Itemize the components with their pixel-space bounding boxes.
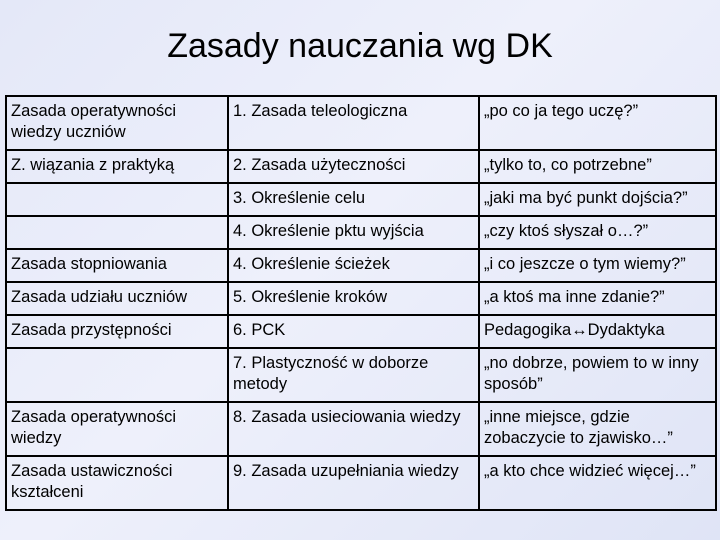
principle-cell: Z. wiązania z praktyką <box>6 150 228 183</box>
rule-cell: 3. Określenie celu <box>228 183 479 216</box>
rule-cell: 4. Określenie pktu wyjścia <box>228 216 479 249</box>
principle-cell <box>6 183 228 216</box>
rule-cell: 2. Zasada użyteczności <box>228 150 479 183</box>
table-row <box>6 402 716 456</box>
question-cell: „po co ja tego uczę?” <box>479 96 716 150</box>
question-cell: „i co jeszcze o tym wiemy?” <box>479 249 716 282</box>
rule-cell: 4. Określenie ścieżek <box>228 249 479 282</box>
question-cell: „a kto chce widzieć więcej…” <box>479 456 716 510</box>
table-row <box>6 150 716 183</box>
question-cell: „a ktoś ma inne zdanie?” <box>479 282 716 315</box>
table-row <box>6 96 716 150</box>
table-row <box>6 348 716 402</box>
rule-cell: 7. Plastyczność w doborze metody <box>228 348 479 402</box>
table-row <box>6 456 716 510</box>
principle-cell: Zasada ustawiczności kształceni <box>6 456 228 510</box>
principle-cell <box>6 216 228 249</box>
principles-table <box>5 95 717 511</box>
rule-cell: 5. Określenie kroków <box>228 282 479 315</box>
rule-cell: 8. Zasada usieciowania wiedzy <box>228 402 479 456</box>
table-row <box>6 249 716 282</box>
table-row <box>6 183 716 216</box>
principle-cell: Zasada przystępności <box>6 315 228 348</box>
principle-cell: Zasada stopniowania <box>6 249 228 282</box>
table-row <box>6 315 716 348</box>
question-cell: „no dobrze, powiem to w inny sposób” <box>479 348 716 402</box>
rule-cell: 9. Zasada uzupełniania wiedzy <box>228 456 479 510</box>
question-cell: Pedagogika↔Dydaktyka <box>479 315 716 348</box>
question-cell: „tylko to, co potrzebne” <box>479 150 716 183</box>
question-cell: „inne miejsce, gdzie zobaczycie to zjawisko…” <box>479 402 716 456</box>
slide-title: Zasady nauczania wg DK <box>167 27 553 65</box>
question-cell: „czy ktoś słyszał o…?” <box>479 216 716 249</box>
table-row <box>6 282 716 315</box>
principle-cell: Zasada udziału uczniów <box>6 282 228 315</box>
table-row <box>6 216 716 249</box>
rule-cell: 6. PCK <box>228 315 479 348</box>
principle-cell: Zasada operatywności wiedzy uczniów <box>6 96 228 150</box>
principle-cell: Zasada operatywności wiedzy <box>6 402 228 456</box>
principle-cell <box>6 348 228 402</box>
rule-cell: 1. Zasada teleologiczna <box>228 96 479 150</box>
question-cell: „jaki ma być punkt dojścia?” <box>479 183 716 216</box>
